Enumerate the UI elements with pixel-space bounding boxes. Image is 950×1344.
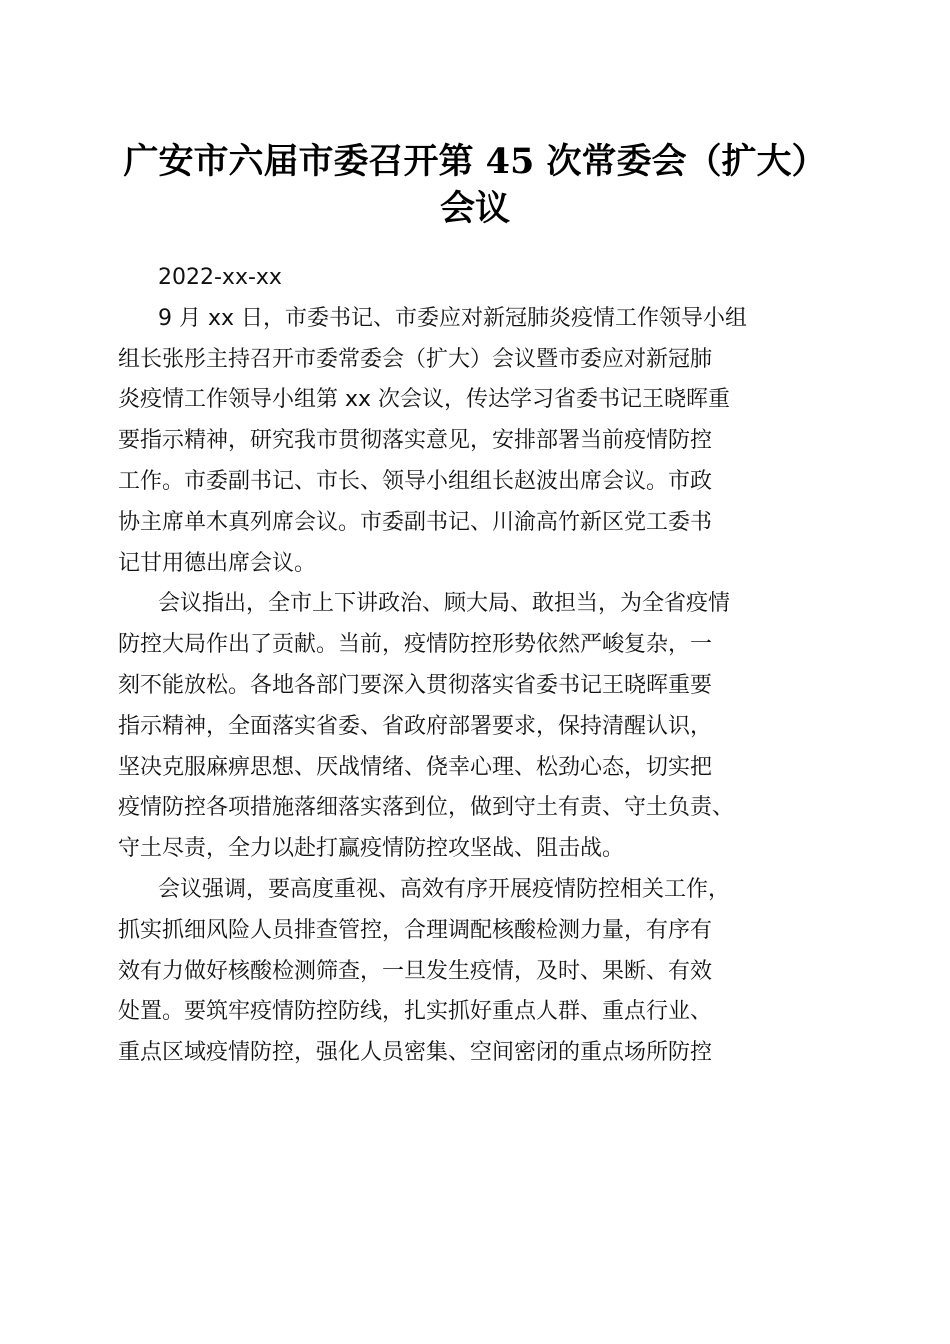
paragraph-line: 坚决克服麻痹思想、厌战情绪、侥幸心理、松劲心态，切实把 — [118, 754, 713, 780]
paragraph-line: 指示精神，全面落实省委、省政府部署要求，保持清醒认识， — [118, 713, 713, 739]
paragraph-line: 抓实抓细风险人员排查管控，合理调配核酸检测力量，有序有 — [118, 917, 713, 943]
paragraph-line: 效有力做好核酸检测筛查，一旦发生疫情，及时、果断、有效 — [118, 958, 713, 984]
paragraph-line: 处置。要筑牢疫情防控防线，扎实抓好重点人群、重点行业、 — [118, 999, 713, 1025]
document-date: 2022-xx-xx — [158, 265, 282, 290]
paragraph-line: 守土尽责，全力以赴打赢疫情防控攻坚战、阻击战。 — [118, 836, 625, 862]
paragraph-line: 刻不能放松。各地各部门要深入贯彻落实省委书记王晓晖重要 — [118, 672, 713, 698]
paragraph-1 — [118, 299, 838, 585]
paragraph-line: 重点区域疫情防控，强化人员密集、空间密闭的重点场所防控 — [118, 1040, 713, 1066]
paragraph-3 — [118, 870, 838, 1074]
document-title — [100, 138, 850, 232]
paragraph-2 — [118, 584, 838, 870]
paragraph-line: 炎疫情工作领导小组第 xx 次会议，传达学习省委书记王晓晖重 — [118, 387, 731, 413]
paragraph-line: 防控大局作出了贡献。当前，疫情防控形势依然严峻复杂，一 — [118, 632, 713, 658]
paragraph-line: 组长张彤主持召开市委常委会（扩大）会议暨市委应对新冠肺 — [118, 346, 713, 372]
paragraph-line: 要指示精神，研究我市贯彻落实意见，安排部署当前疫情防控 — [118, 428, 713, 454]
paragraph-line: 协主席单木真列席会议。市委副书记、川渝高竹新区党工委书 — [118, 509, 713, 535]
paragraph-line: 会议指出，全市上下讲政治、顾大局、敢担当，为全省疫情 — [158, 591, 731, 617]
paragraph-line: 记甘用德出席会议。 — [118, 550, 317, 576]
document-body — [118, 258, 838, 1074]
paragraph-line: 疫情防控各项措施落细落实落到位，做到守土有责、守土负责、 — [118, 795, 735, 821]
paragraph-line: 会议强调，要高度重视、高效有序开展疫情防控相关工作， — [158, 876, 731, 902]
paragraph-line: 9 月 xx 日，市委书记、市委应对新冠肺炎疫情工作领导小组 — [158, 305, 748, 331]
paragraph-line: 工作。市委副书记、市长、领导小组组长赵波出席会议。市政 — [118, 468, 713, 494]
title-line-1: 广安市六届市委召开第 45 次常委会（扩大） — [123, 141, 827, 182]
title-line-2: 会议 — [439, 188, 510, 229]
